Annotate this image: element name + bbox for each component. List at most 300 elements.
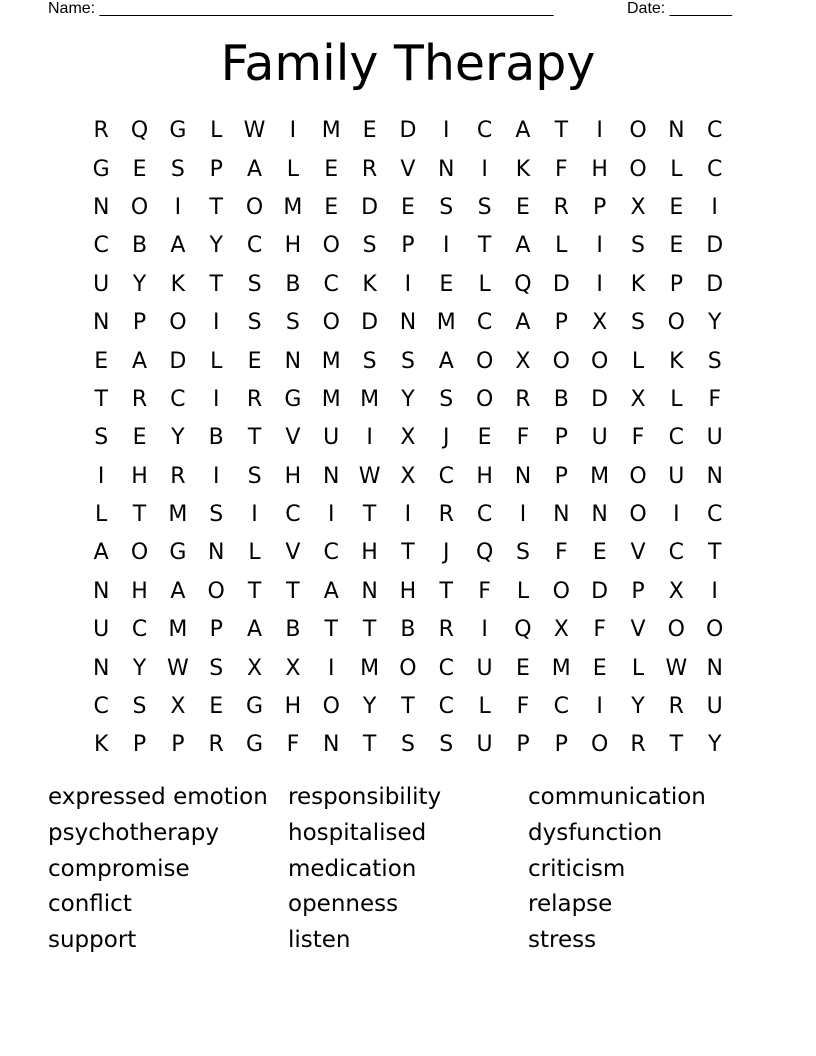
grid-cell: X	[170, 694, 186, 720]
grid-row	[82, 726, 734, 764]
grid-cell: C	[706, 156, 723, 182]
grid-cell: O	[667, 617, 685, 643]
grid-cell: I	[212, 310, 220, 336]
grid-cell: Y	[362, 694, 377, 720]
grid-cell: F	[554, 540, 568, 566]
grid-cell: S	[170, 156, 185, 182]
word-item: support	[48, 927, 137, 954]
grid-cell: R	[438, 502, 454, 528]
grid-cell: R	[93, 118, 109, 144]
grid-cell: H	[131, 578, 148, 604]
grid-cell: T	[362, 617, 377, 643]
grid-cell: C	[706, 118, 723, 144]
grid-cell: S	[209, 502, 224, 528]
grid-cell: V	[285, 540, 301, 566]
grid-cell: O	[590, 348, 609, 374]
grid-cell: P	[516, 732, 530, 758]
grid-cell: E	[400, 194, 415, 220]
grid-cell: P	[631, 578, 645, 604]
grid-cell: K	[630, 271, 646, 297]
grid-cell: T	[401, 694, 415, 720]
grid-row	[82, 227, 734, 265]
grid-cell: B	[285, 271, 301, 297]
grid-row	[82, 189, 734, 227]
grid-cell: P	[132, 732, 147, 758]
grid-cell: I	[404, 502, 412, 528]
grid-cell: N	[706, 463, 723, 489]
letter-grid	[82, 112, 734, 765]
grid-cell: L	[95, 502, 108, 528]
grid-cell: F	[516, 425, 530, 451]
grid-cell: S	[247, 463, 262, 489]
grid-cell: C	[170, 386, 186, 412]
word-item: relapse	[528, 891, 613, 918]
grid-cell: E	[439, 271, 454, 297]
grid-cell: N	[92, 310, 110, 336]
grid-cell: P	[554, 310, 568, 336]
grid-cell: I	[97, 463, 105, 489]
grid-cell: Y	[401, 386, 415, 412]
grid-cell: S	[362, 233, 377, 259]
grid-cell: T	[247, 425, 262, 451]
grid-cell: V	[630, 617, 646, 643]
grid-row	[82, 688, 734, 726]
date-field: Date: _______	[627, 0, 732, 17]
grid-cell: U	[706, 425, 723, 451]
grid-cell: N	[399, 310, 417, 336]
grid-cell: Q	[130, 118, 149, 144]
grid-cell: K	[362, 271, 377, 297]
grid-cell: E	[516, 655, 530, 681]
grid-cell: C	[93, 233, 109, 259]
grid-cell: C	[706, 502, 723, 528]
grid-cell: R	[438, 617, 454, 643]
grid-cell: C	[323, 271, 339, 297]
grid-cell: P	[593, 194, 607, 220]
grid-cell: O	[322, 694, 340, 720]
grid-cell: P	[171, 732, 185, 758]
grid-cell: P	[554, 463, 568, 489]
grid-cell: A	[515, 118, 531, 144]
grid-cell: X	[553, 617, 569, 643]
grid-row	[82, 266, 734, 304]
grid-cell: M	[321, 386, 341, 412]
grid-cell: O	[475, 348, 494, 374]
grid-cell: O	[667, 310, 685, 336]
grid-cell: E	[94, 348, 109, 374]
grid-cell: O	[590, 732, 609, 758]
grid-cell: M	[321, 118, 341, 144]
grid-cell: S	[132, 694, 147, 720]
grid-cell: I	[596, 694, 603, 720]
grid-cell: M	[321, 348, 341, 374]
grid-cell: O	[552, 348, 570, 374]
grid-cell: B	[131, 233, 148, 259]
grid-cell: I	[711, 194, 718, 220]
grid-cell: N	[92, 578, 110, 604]
grid-cell: L	[248, 540, 261, 566]
grid-cell: A	[323, 578, 339, 604]
grid-cell: L	[286, 156, 300, 182]
grid-cell: E	[362, 118, 377, 144]
grid-cell: I	[327, 655, 335, 681]
grid-cell: C	[668, 425, 685, 451]
grid-cell: D	[706, 271, 724, 297]
grid-row	[82, 342, 734, 380]
grid-cell: T	[324, 617, 338, 643]
grid-cell: Q	[475, 540, 494, 566]
header	[48, 0, 748, 20]
grid-cell: D	[361, 194, 379, 220]
grid-cell: R	[208, 732, 224, 758]
grid-cell: S	[209, 655, 224, 681]
grid-cell: E	[592, 540, 607, 566]
grid-cell: S	[362, 348, 377, 374]
grid-cell: L	[631, 348, 645, 374]
grid-cell: R	[668, 694, 684, 720]
grid-cell: X	[630, 386, 646, 412]
grid-cell: O	[706, 617, 724, 643]
grid-cell: O	[475, 386, 494, 412]
grid-cell: P	[554, 425, 568, 451]
grid-cell: I	[596, 233, 603, 259]
grid-cell: U	[706, 694, 723, 720]
grid-cell: A	[247, 617, 263, 643]
grid-cell: K	[170, 271, 186, 297]
grid-cell: L	[670, 156, 683, 182]
grid-row	[82, 458, 734, 496]
grid-cell: W	[665, 655, 688, 681]
grid-cell: W	[166, 655, 189, 681]
grid-cell: S	[631, 310, 645, 336]
grid-cell: O	[629, 118, 647, 144]
grid-cell: S	[477, 194, 492, 220]
grid-cell: D	[591, 386, 609, 412]
grid-row	[82, 649, 734, 687]
grid-cell: I	[596, 118, 603, 144]
grid-cell: X	[592, 310, 608, 336]
grid-cell: N	[361, 578, 378, 604]
grid-cell: O	[629, 502, 647, 528]
grid-cell: E	[324, 156, 339, 182]
grid-cell: I	[366, 425, 373, 451]
grid-cell: F	[286, 732, 300, 758]
grid-cell: N	[207, 540, 225, 566]
grid-cell: K	[93, 732, 109, 758]
grid-cell: H	[591, 156, 608, 182]
grid-cell: P	[554, 732, 568, 758]
grid-cell: G	[246, 694, 264, 720]
word-item: expressed emotion	[48, 784, 268, 810]
grid-cell: D	[706, 233, 724, 259]
word-item: psychotherapy	[48, 819, 219, 846]
grid-cell: T	[247, 578, 262, 604]
grid-cell: I	[596, 271, 603, 297]
grid-cell: S	[400, 348, 415, 374]
grid-cell: X	[515, 348, 531, 374]
grid-cell: L	[210, 118, 223, 144]
grid-cell: A	[170, 578, 186, 604]
grid-cell: G	[92, 156, 110, 182]
grid-cell: A	[170, 233, 186, 259]
grid-cell: C	[438, 694, 454, 720]
grid-cell: O	[130, 540, 149, 566]
grid-cell: A	[438, 348, 454, 374]
grid-cell: O	[207, 578, 225, 604]
grid-cell: I	[212, 386, 220, 412]
grid-cell: I	[519, 502, 527, 528]
grid-cell: M	[360, 655, 380, 681]
grid-cell: F	[708, 386, 721, 412]
grid-cell: N	[668, 118, 685, 144]
grid-cell: L	[670, 386, 683, 412]
word-column	[528, 780, 768, 959]
grid-cell: E	[132, 425, 147, 451]
grid-cell: N	[514, 463, 532, 489]
grid-cell: C	[476, 118, 493, 144]
grid-cell: B	[208, 425, 224, 451]
grid-cell: I	[443, 118, 450, 144]
grid-cell: P	[209, 156, 223, 182]
grid-cell: S	[94, 425, 109, 451]
grid-cell: R	[170, 463, 186, 489]
grid-cell: A	[515, 233, 531, 259]
grid-row	[82, 419, 734, 457]
grid-cell: O	[245, 194, 264, 220]
grid-cell: E	[209, 694, 224, 720]
grid-cell: T	[132, 502, 147, 528]
grid-cell: U	[93, 617, 110, 643]
grid-cell: E	[669, 194, 684, 220]
grid-row	[82, 150, 734, 188]
grid-cell: Y	[132, 655, 147, 681]
grid-cell: I	[251, 502, 258, 528]
grid-cell: E	[669, 233, 684, 259]
grid-cell: S	[707, 348, 722, 374]
grid-cell: R	[515, 386, 531, 412]
grid-cell: A	[515, 310, 531, 336]
grid-cell: T	[286, 578, 300, 604]
grid-cell: I	[443, 233, 450, 259]
word-column	[48, 780, 288, 959]
grid-cell: X	[400, 463, 416, 489]
grid-cell: I	[711, 578, 718, 604]
grid-cell: X	[247, 655, 263, 681]
grid-cell: Y	[171, 425, 185, 451]
word-item: listen	[288, 927, 351, 954]
word-item: responsibility	[288, 784, 442, 810]
grid-cell: L	[210, 348, 223, 374]
grid-row	[82, 112, 734, 150]
grid-cell: G	[169, 540, 187, 566]
grid-cell: T	[477, 233, 492, 259]
grid-cell: N	[323, 463, 340, 489]
grid-cell: F	[478, 578, 491, 604]
word-item: dysfunction	[528, 819, 663, 846]
word-item: hospitalised	[288, 819, 427, 846]
grid-cell: B	[285, 617, 301, 643]
grid-cell: F	[593, 617, 606, 643]
grid-cell: V	[630, 540, 646, 566]
word-item: criticism	[528, 855, 626, 882]
grid-cell: H	[284, 694, 302, 720]
grid-cell: S	[439, 194, 454, 220]
grid-cell: F	[516, 694, 530, 720]
grid-cell: B	[400, 617, 416, 643]
word-item: communication	[528, 784, 706, 810]
grid-cell: O	[322, 233, 340, 259]
grid-cell: N	[92, 194, 110, 220]
grid-cell: T	[94, 386, 108, 412]
grid-cell: M	[360, 386, 380, 412]
grid-cell: M	[436, 310, 456, 336]
grid-cell: E	[516, 194, 530, 220]
grid-cell: X	[400, 425, 416, 451]
grid-cell: T	[554, 118, 569, 144]
grid-cell: A	[131, 348, 148, 374]
grid-cell: O	[399, 655, 417, 681]
grid-cell: D	[591, 578, 609, 604]
grid-cell: O	[552, 578, 570, 604]
grid-row	[82, 496, 734, 534]
word-item: conflict	[48, 891, 132, 918]
grid-cell: Y	[132, 271, 147, 297]
grid-cell: R	[630, 732, 646, 758]
grid-cell: T	[669, 732, 684, 758]
grid-cell: D	[399, 118, 417, 144]
grid-cell: S	[439, 386, 454, 412]
grid-cell: E	[247, 348, 262, 374]
grid-cell: N	[284, 348, 302, 374]
name-field: Name: ___________________________________________________	[48, 0, 554, 17]
grid-cell: M	[283, 194, 303, 220]
grid-cell: P	[132, 310, 147, 336]
grid-cell: I	[174, 194, 182, 220]
word-list	[48, 780, 768, 959]
grid-cell: R	[361, 156, 378, 182]
grid-cell: K	[515, 156, 531, 182]
grid-cell: N	[706, 655, 723, 681]
grid-cell: U	[668, 463, 685, 489]
grid-cell: L	[478, 694, 491, 720]
grid-cell: G	[246, 732, 264, 758]
grid-cell: Y	[209, 233, 223, 259]
grid-cell: D	[361, 310, 379, 336]
grid-cell: G	[169, 118, 187, 144]
grid-cell: U	[93, 271, 110, 297]
grid-cell: K	[669, 348, 684, 374]
word-item: medication	[288, 855, 417, 882]
grid-cell: X	[668, 578, 684, 604]
grid-cell: E	[477, 425, 492, 451]
word-item: openness	[288, 891, 399, 918]
grid-cell: O	[130, 194, 149, 220]
grid-cell: Y	[707, 732, 722, 758]
grid-cell: R	[246, 386, 263, 412]
grid-cell: C	[323, 540, 339, 566]
grid-cell: U	[476, 655, 493, 681]
grid-row	[82, 534, 734, 572]
grid-cell: T	[209, 271, 223, 297]
grid-cell: E	[324, 194, 339, 220]
grid-cell: H	[284, 463, 302, 489]
grid-cell: C	[93, 694, 109, 720]
grid-cell: T	[707, 540, 722, 566]
grid-cell: U	[591, 425, 608, 451]
word-item: stress	[528, 927, 597, 954]
grid-cell: T	[401, 540, 415, 566]
grid-cell: H	[361, 540, 378, 566]
grid-cell: Y	[631, 694, 645, 720]
grid-cell: L	[478, 271, 491, 297]
grid-cell: M	[590, 463, 610, 489]
grid-cell: I	[481, 617, 488, 643]
grid-cell: M	[551, 655, 571, 681]
grid-cell: X	[630, 194, 646, 220]
grid-cell: D	[552, 271, 570, 297]
grid-cell: C	[668, 540, 685, 566]
grid-cell: I	[212, 463, 220, 489]
grid-cell: M	[168, 502, 188, 528]
grid-cell: V	[400, 156, 416, 182]
grid-cell: V	[285, 425, 301, 451]
grid-cell: Q	[514, 271, 532, 297]
grid-cell: C	[476, 502, 493, 528]
grid-cell: E	[592, 655, 607, 681]
grid-cell: S	[247, 271, 262, 297]
grid-cell: S	[285, 310, 300, 336]
grid-cell: C	[438, 655, 454, 681]
grid-cell: N	[323, 732, 340, 758]
grid-cell: F	[631, 425, 645, 451]
grid-cell: C	[131, 617, 148, 643]
grid-cell: G	[284, 386, 302, 412]
grid-row	[82, 573, 734, 611]
grid-cell: S	[400, 732, 415, 758]
grid-cell: F	[554, 156, 568, 182]
grid-cell: A	[93, 540, 109, 566]
word-column	[288, 780, 528, 959]
grid-cell: W	[243, 118, 266, 144]
grid-cell: I	[404, 271, 412, 297]
grid-cell: P	[401, 233, 415, 259]
grid-cell: H	[399, 578, 417, 604]
grid-cell: H	[476, 463, 493, 489]
grid-cell: C	[438, 463, 454, 489]
grid-cell: O	[629, 463, 647, 489]
page-title: Family Therapy	[220, 35, 596, 92]
grid-cell: I	[481, 156, 488, 182]
grid-cell: I	[673, 502, 680, 528]
grid-row	[82, 381, 734, 419]
word-item: compromise	[48, 855, 190, 882]
grid-cell: O	[169, 310, 187, 336]
grid-cell: H	[131, 463, 148, 489]
grid-cell: R	[131, 386, 148, 412]
grid-cell: O	[629, 156, 647, 182]
grid-row	[82, 304, 734, 342]
grid-cell: O	[322, 310, 340, 336]
grid-cell: L	[555, 233, 568, 259]
grid-cell: R	[553, 194, 569, 220]
grid-cell: T	[209, 194, 223, 220]
grid-cell: C	[476, 310, 493, 336]
grid-cell: S	[515, 540, 530, 566]
grid-cell: D	[169, 348, 187, 374]
grid-cell: T	[362, 732, 377, 758]
grid-cell: S	[247, 310, 262, 336]
grid-cell: I	[327, 502, 335, 528]
